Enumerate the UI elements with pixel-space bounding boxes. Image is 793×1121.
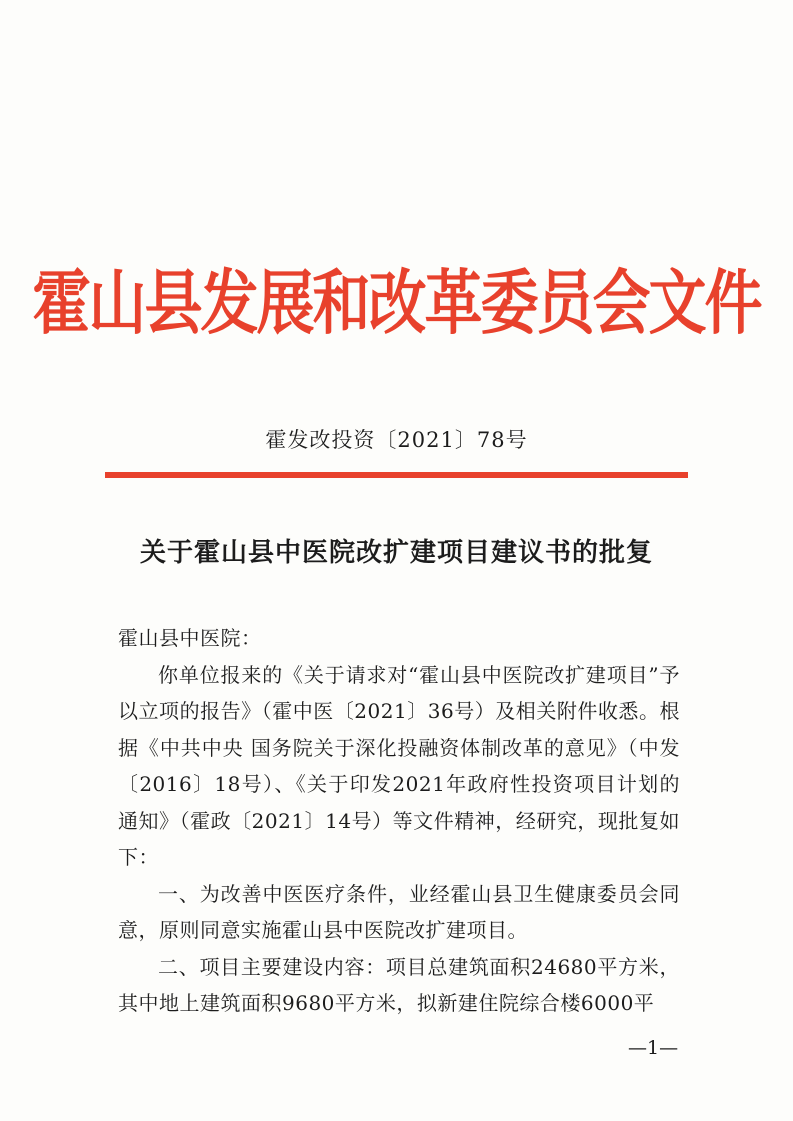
document-number: 霍发改投资〔2021〕78号 [265,428,528,452]
document-title: 关于霍山县中医院改扩建项目建议书的批复 [139,538,653,568]
red-divider-line [105,472,688,478]
page-number: —1— [628,1037,679,1059]
salutation: 霍山县中医院： [118,626,262,650]
agency-header-title: 霍山县发展和改革委员会文件 [32,262,761,344]
body-paragraph-1: 你单位报来的《关于请求对“霍山县中医院改扩建项目”予以立项的报告》（霍中医〔2021〕36号）及相关附件收悉。根据《中共中央 国务院关于深化投融资体制改革的意见》（中发〔2016〕18号）、《关于印发2021年政府性投资项目计划的通知》（霍政〔2021〕14号）等文件精神，经研究，现批复如下： [118,662,680,869]
document-body [118,620,680,1022]
body-paragraph-3: 二、项目主要建设内容：项目总建筑面积24680平方米，其中地上建筑面积9680平方米，拟新建住院综合楼6000平 [118,954,680,1015]
body-paragraph-2: 一、为改善中医医疗条件，业经霍山县卫生健康委员会同意，原则同意实施霍山县中医院改扩建项目。 [118,881,680,942]
